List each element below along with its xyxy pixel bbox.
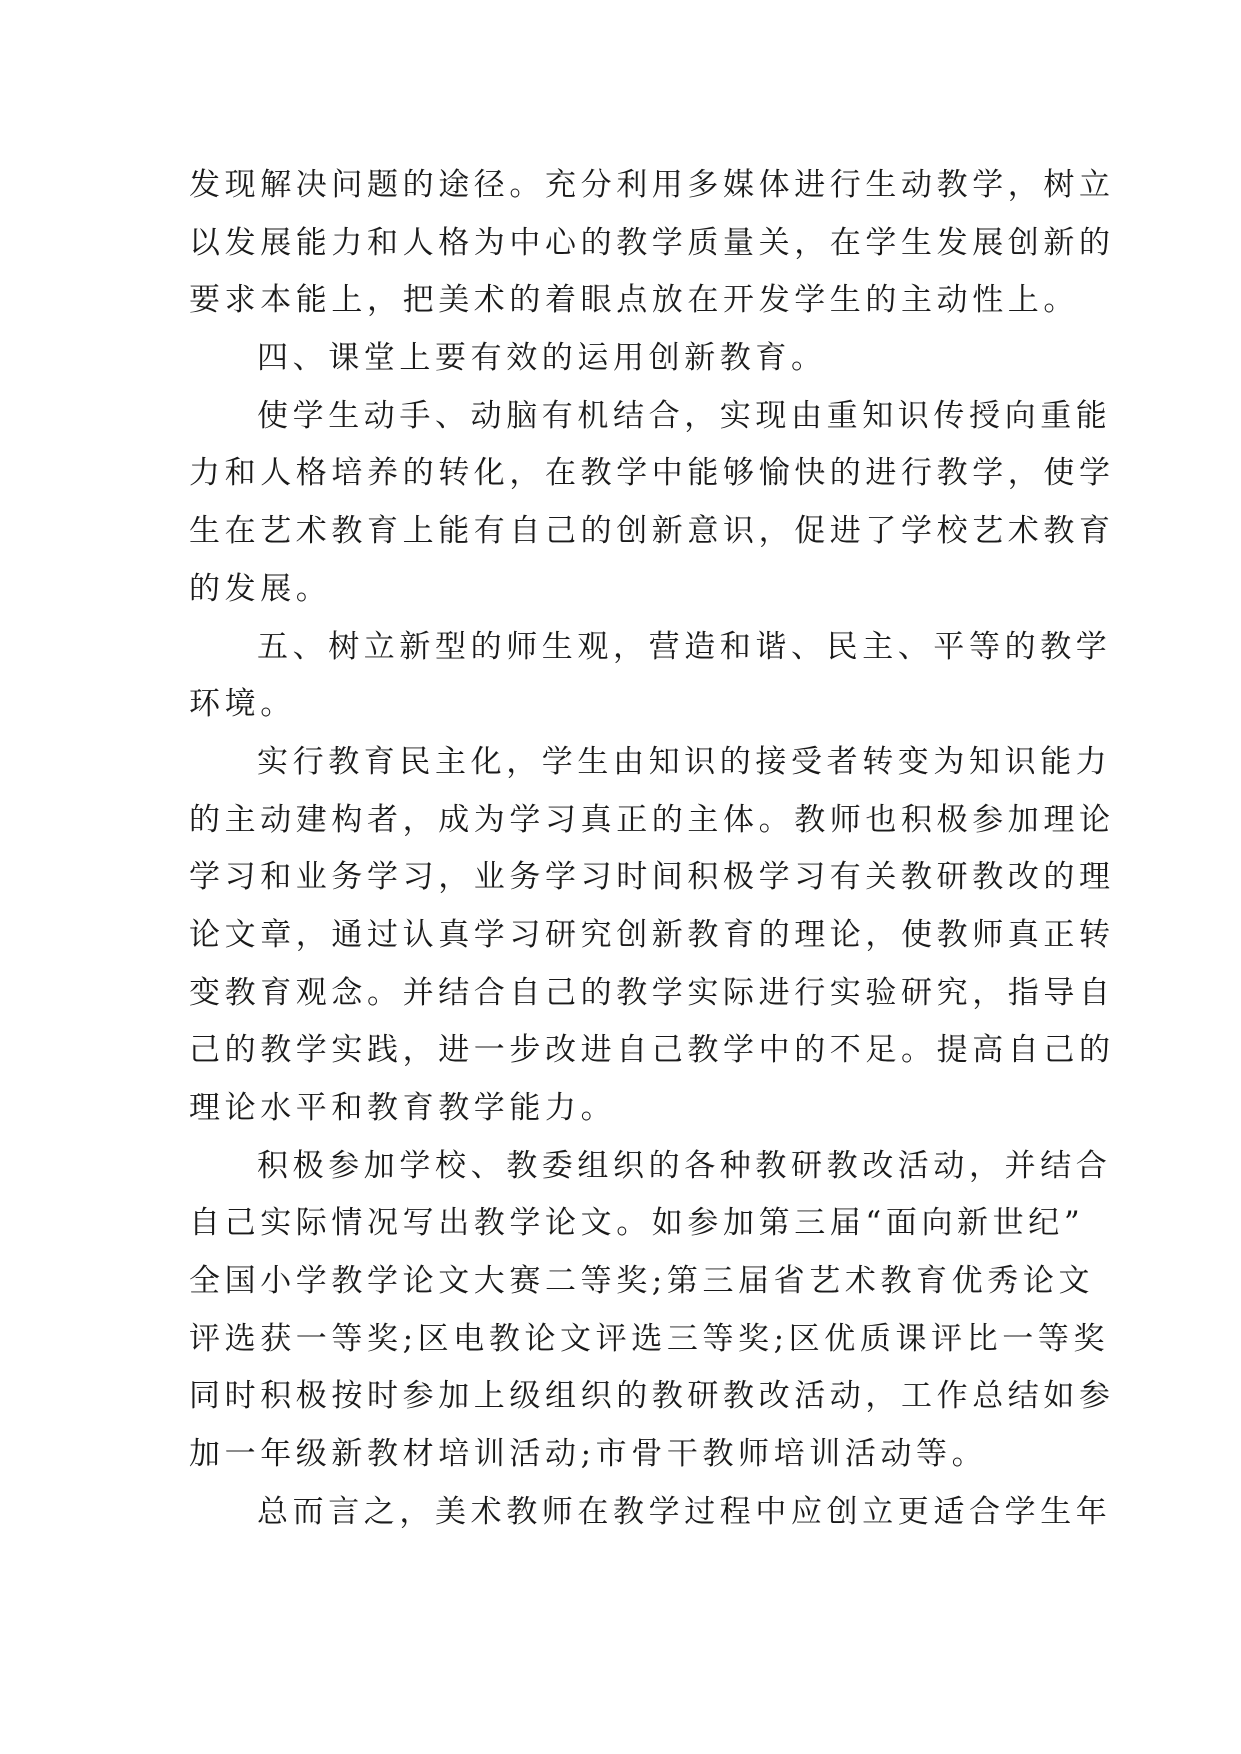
section-heading-five: 五、树立新型的师生观，营造和谐、民主、平等的教学 — [257, 628, 1112, 665]
text-line: 同时积极按时参加上级组织的教研教改活动，工作总结如参 — [189, 1378, 1115, 1415]
text-line: 要求本能上，把美术的着眼点放在开发学生的主动性上。 — [189, 282, 1079, 319]
text-line: 评选获一等奖;区电教论文评选三等奖;区优质课评比一等奖 — [189, 1320, 1110, 1357]
text-line: 积极参加学校、教委组织的各种教研教改活动，并结合 — [257, 1147, 1112, 1184]
text-line: 生在艺术教育上能有自己的创新意识，促进了学校艺术教育 — [189, 513, 1115, 550]
text-line: 力和人格培养的转化，在教学中能够愉快的进行教学，使学 — [189, 455, 1115, 492]
text-line: 变教育观念。并结合自己的教学实际进行实验研究，指导自 — [189, 974, 1115, 1011]
text-line: 环境。 — [189, 686, 296, 723]
text-line: 自己实际情况写出教学论文。如参加第三届“面向新世纪” — [189, 1205, 1085, 1242]
text-line: 总而言之，美术教师在教学过程中应创立更适合学生年 — [257, 1493, 1112, 1530]
text-line: 论文章，通过认真学习研究创新教育的理论，使教师真正转 — [189, 916, 1115, 953]
text-line: 发现解决问题的途径。充分利用多媒体进行生动教学，树立 — [189, 167, 1115, 203]
text-line: 加一年级新教材培训活动;市骨干教师培训活动等。 — [189, 1436, 988, 1473]
text-line: 学习和业务学习，业务学习时间积极学习有关教研教改的理 — [189, 859, 1115, 896]
text-line: 全国小学教学论文大赛二等奖;第三届省艺术教育优秀论文 — [189, 1263, 1095, 1300]
text-line: 己的教学实践，进一步改进自己教学中的不足。提高自己的 — [189, 1032, 1115, 1069]
text-line: 实行教育民主化，学生由知识的接受者转变为知识能力 — [257, 743, 1112, 780]
text-line: 使学生动手、动脑有机结合，实现由重知识传授向重能 — [257, 397, 1112, 434]
section-heading-four: 四、课堂上要有效的运用创新教育。 — [257, 340, 827, 377]
text-line: 理论水平和教育教学能力。 — [189, 1090, 617, 1126]
text-line: 的主动建构者，成为学习真正的主体。教师也积极参加理论 — [189, 801, 1115, 838]
text-line: 的发展。 — [189, 570, 332, 607]
document-body — [189, 157, 1115, 1542]
text-line: 以发展能力和人格为中心的教学质量关，在学生发展创新的 — [189, 224, 1115, 261]
